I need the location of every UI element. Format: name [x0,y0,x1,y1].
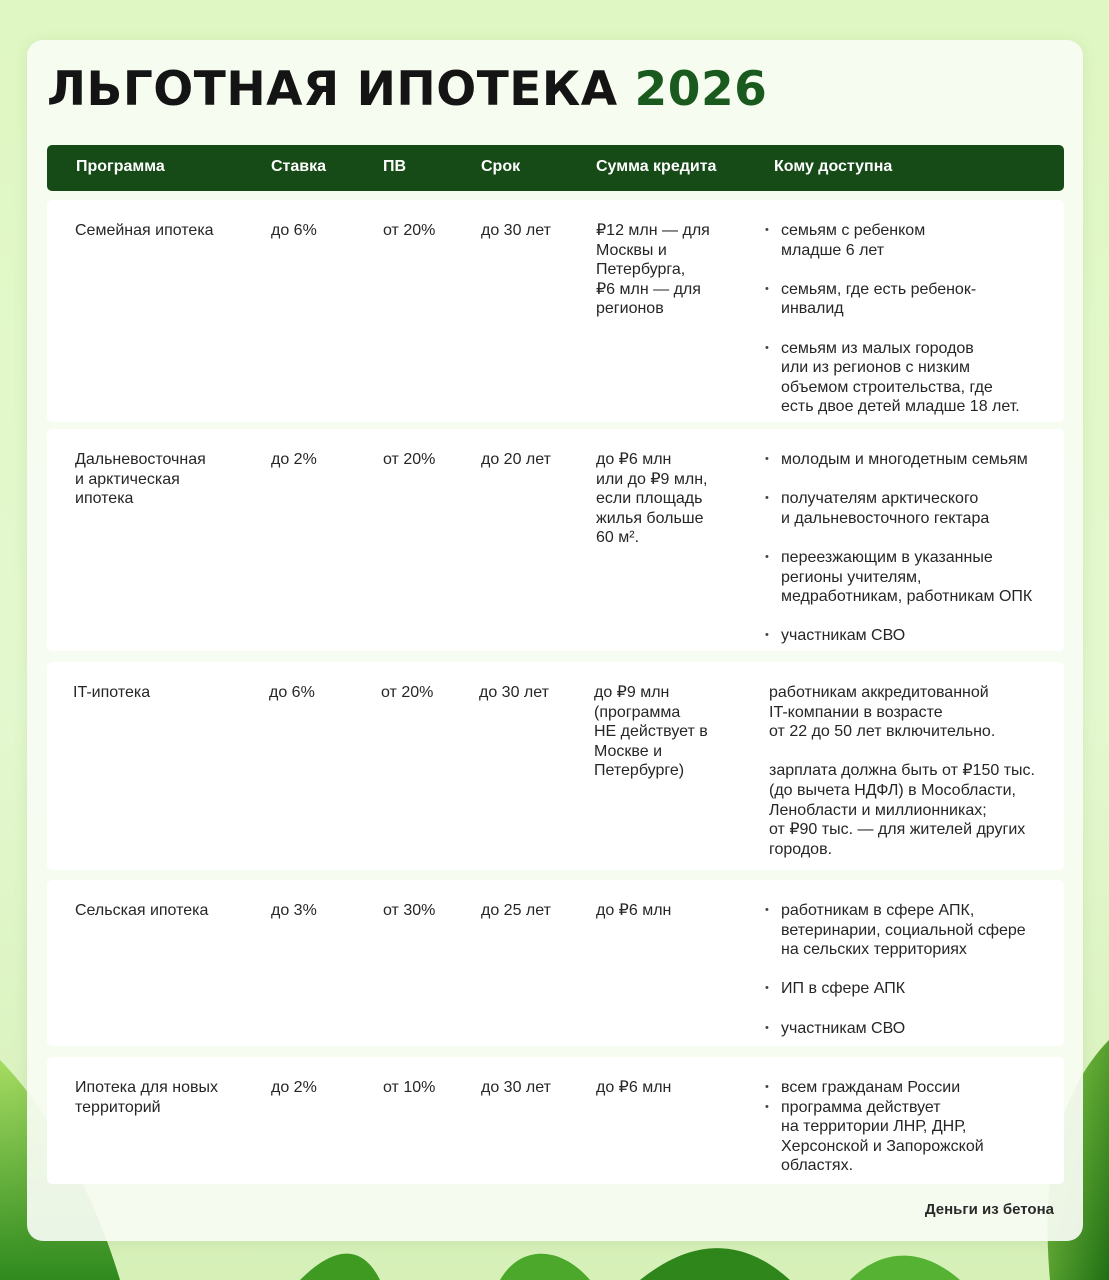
audience-item: • семьям из малых городов или из регионов с низким объемом строительства, где есть двое детей младше 18 лет. [765,339,1065,417]
row-program: Дальневосточная и арктическая ипотека [75,451,206,508]
row-program: Сельская ипотека [75,902,209,919]
table-row [47,429,1064,651]
table-row [47,200,1064,422]
title-main: ЛЬГОТНАЯ ИПОТЕКА [47,62,618,117]
table-row [47,880,1064,1046]
row-program: Семейная ипотека [75,222,214,239]
audience-item: • программа действует на территории ЛНР, ДНР, Херсонской и Запорожской областях. [765,1098,1065,1176]
row-audience-list [765,1078,1065,1176]
audience-item: зарплата должна быть от ₽150 тыс. (до вычета НДФЛ) в Мособласти, Ленобласти и миллионниках; от ₽90 тыс. — для жителей других городов. [769,762,1035,858]
row-down-payment: от 20% [381,684,434,701]
audience-item: • семьям с ребенком младше 6 лет [765,221,1065,260]
row-rate: до 2% [271,451,317,468]
row-down-payment: от 10% [383,1079,436,1096]
audience-item: работникам аккредитованной IT-компании в возрасте от 22 до 50 лет включительно. [769,684,996,741]
header-down-payment: ПВ [383,158,407,175]
row-term: до 30 лет [481,222,551,239]
audience-item: • участникам СВО [765,626,1065,646]
audience-item: • работникам в сфере АПК, ветеринарии, социальной сфере на сельских территориях [765,901,1075,960]
audience-item: • молодым и многодетным семьям [765,450,1065,470]
row-rate: до 6% [269,684,315,701]
row-loan-amount: до ₽6 млн или до ₽9 млн, если площадь жилья больше 60 м². [596,451,708,547]
row-term: до 25 лет [481,902,551,919]
row-down-payment: от 20% [383,451,436,468]
row-loan-amount: до ₽6 млн [596,902,672,919]
table-row [47,662,1064,870]
audience-item: • переезжающим в указанные регионы учителям, медработникам, работникам ОПК [765,548,1065,607]
title-year: 2026 [634,62,768,117]
row-loan-amount: до ₽9 млн (программа НЕ действует в Москве и Петербурге) [594,684,708,780]
header-audience: Кому доступна [774,158,893,175]
row-program: Ипотека для новых территорий [75,1079,218,1116]
row-program: IT-ипотека [73,684,151,701]
audience-item: • всем гражданам России [765,1078,1065,1098]
header-loan-amount: Сумма кредита [596,158,717,175]
audience-item: • ИП в сфере АПК [765,979,1075,999]
row-rate: до 2% [271,1079,317,1096]
header-rate: Ставка [271,158,327,175]
row-term: до 30 лет [479,684,549,701]
row-term: до 20 лет [481,451,551,468]
row-audience-list [769,683,1069,879]
row-loan-amount: ₽12 млн — для Москвы и Петербурга, ₽6 млн — для регионов [596,222,710,318]
table-header [47,145,1064,191]
audience-item: • участникам СВО [765,1019,1075,1039]
header-term: Срок [481,158,521,175]
brand-signature: Деньги из бетона [924,1201,1054,1218]
audience-item: • семьям, где есть ребенок- инвалид [765,280,1065,319]
audience-item: • получателям арктического и дальневосточного гектара [765,489,1065,528]
row-down-payment: от 20% [383,222,436,239]
row-rate: до 3% [271,902,317,919]
main-card [27,40,1083,1241]
row-term: до 30 лет [481,1079,551,1096]
row-loan-amount: до ₽6 млн [596,1079,672,1096]
table-row [47,1057,1064,1184]
row-rate: до 6% [271,222,317,239]
row-down-payment: от 30% [383,902,436,919]
row-audience-list [765,901,1075,1058]
row-audience-list [765,450,1065,666]
header-program: Программа [76,158,165,175]
page-title [47,62,767,117]
row-audience-list [765,221,1065,437]
